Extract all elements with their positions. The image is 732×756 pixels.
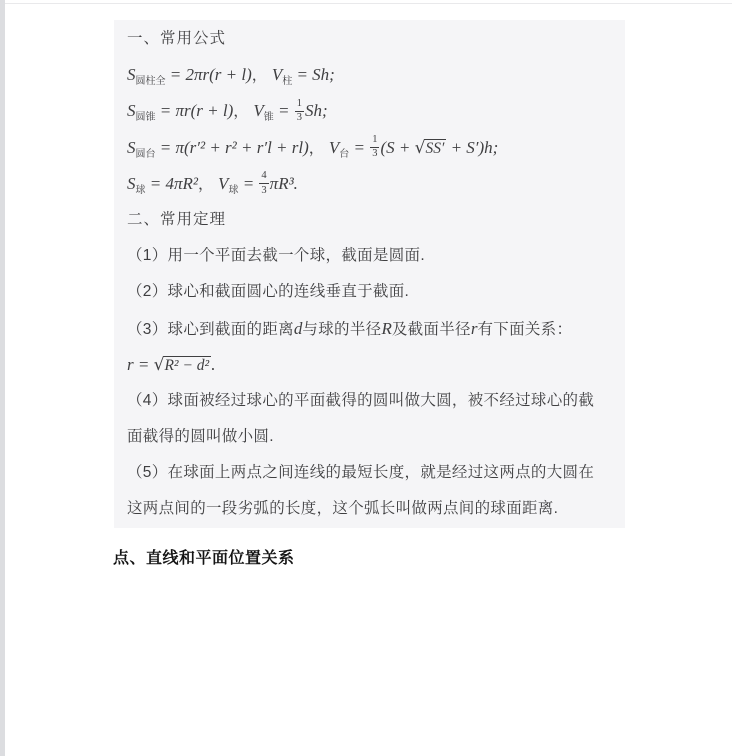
cjk-text: （5）在球面上两点之间连线的最短长度，就是经过这两点的大圆在 — [127, 464, 595, 482]
math-text: R — [381, 318, 392, 338]
radical-sign-icon: √ — [153, 354, 165, 375]
fraction-denominator: 3 — [261, 184, 267, 196]
heading-common-theorems — [127, 202, 612, 238]
cjk-text: ， — [197, 175, 214, 193]
math-text: πR³. — [269, 173, 298, 193]
math-text: . — [211, 354, 216, 374]
math-text: S — [127, 173, 136, 193]
math-subscript: 圆柱全 — [135, 76, 166, 88]
math-text: = 2πr(r + l) — [165, 65, 252, 85]
formula-cone — [127, 93, 612, 129]
fraction-numerator: 4 — [259, 170, 268, 184]
formula-frustum — [127, 130, 612, 166]
cjk-text: 与球的半径 — [302, 320, 382, 338]
radical-sign-icon: √ — [414, 137, 426, 158]
math-subscript: 台 — [339, 148, 350, 160]
theorem-5-line-2 — [127, 491, 612, 527]
fraction-numerator: 1 — [370, 134, 379, 148]
math-text: Sh; — [304, 101, 328, 121]
cjk-text: 二、常用定理 — [127, 210, 227, 228]
math-text: r — [127, 354, 134, 374]
math-subscript: 圆锥 — [135, 112, 156, 124]
cjk-text: 及截面半径 — [391, 320, 471, 338]
math-text: = πr(r + l) — [155, 101, 234, 121]
page-top-divider — [5, 3, 732, 4]
formula-content-block — [114, 20, 625, 528]
math-text: = 4πR² — [145, 173, 198, 193]
radicand: SS′ — [425, 139, 445, 157]
cjk-text: 这两点间的一段劣弧的长度，这个弧长叫做两点间的球面距离. — [127, 500, 559, 518]
math-text: V — [213, 173, 229, 193]
math-text: r — [470, 318, 478, 338]
math-text: + S′)h; — [446, 137, 499, 157]
math-subscript: 圆台 — [135, 148, 156, 160]
fraction-numerator: 1 — [295, 98, 304, 112]
square-root — [153, 354, 212, 375]
radicand: R² − d² — [164, 356, 210, 374]
math-text: V — [324, 137, 340, 157]
cjk-text: （4）球面被经过球心的平面截得的圆叫做大圆，被不经过球心的截 — [127, 391, 595, 409]
math-subscript: 球 — [228, 184, 239, 196]
theorem-3-formula — [127, 347, 612, 383]
math-subscript: 柱 — [282, 76, 293, 88]
math-text: = — [349, 137, 370, 157]
fraction — [370, 134, 379, 160]
square-root — [414, 137, 447, 158]
math-text: V — [267, 65, 283, 85]
theorem-5-line-1 — [127, 455, 612, 491]
cjk-text: ， — [233, 103, 250, 121]
theorem-1 — [127, 238, 612, 274]
fraction-denominator: 3 — [296, 112, 302, 124]
cjk-text: （2）球心和截面圆心的连线垂直于截面. — [127, 283, 410, 301]
math-text: V — [249, 101, 264, 121]
page-left-edge-strip — [0, 0, 5, 756]
math-text: = π(r′² + r² + r′l + rl) — [155, 137, 309, 157]
theorem-4-line-2 — [127, 419, 612, 455]
formula-sphere — [127, 166, 612, 202]
formula-cylinder — [127, 57, 612, 93]
cjk-text: （3）球心到截面的距离 — [127, 320, 294, 338]
math-subscript: 锥 — [263, 112, 274, 124]
math-text: = — [133, 354, 154, 374]
fraction-denominator: 3 — [372, 148, 378, 160]
math-text: d — [293, 318, 303, 338]
math-text: S — [127, 101, 136, 121]
cjk-text: 面截得的圆叫做小圆. — [127, 428, 274, 446]
math-text: (S + — [380, 137, 415, 157]
cjk-text: （1）用一个平面去截一个球，截面是圆面. — [127, 247, 425, 265]
cjk-text: ， — [251, 67, 268, 85]
fraction — [295, 98, 304, 124]
theorem-4-line-1 — [127, 383, 612, 419]
fraction — [259, 170, 268, 196]
math-text: = — [273, 101, 294, 121]
cjk-text: 有下面关系： — [477, 320, 573, 338]
theorem-2 — [127, 274, 612, 310]
theorem-3 — [127, 311, 612, 347]
cjk-text: ， — [308, 139, 325, 157]
math-subscript: 球 — [135, 184, 146, 196]
heading-common-formulas — [127, 21, 612, 57]
section-heading-point-line-plane: 点、直线和平面位置关系 — [113, 550, 295, 567]
math-text: = — [238, 173, 259, 193]
math-text: = Sh; — [292, 65, 335, 85]
math-text: S — [127, 65, 136, 85]
cjk-text: 一、常用公式 — [127, 30, 227, 47]
math-text: S — [127, 137, 136, 157]
